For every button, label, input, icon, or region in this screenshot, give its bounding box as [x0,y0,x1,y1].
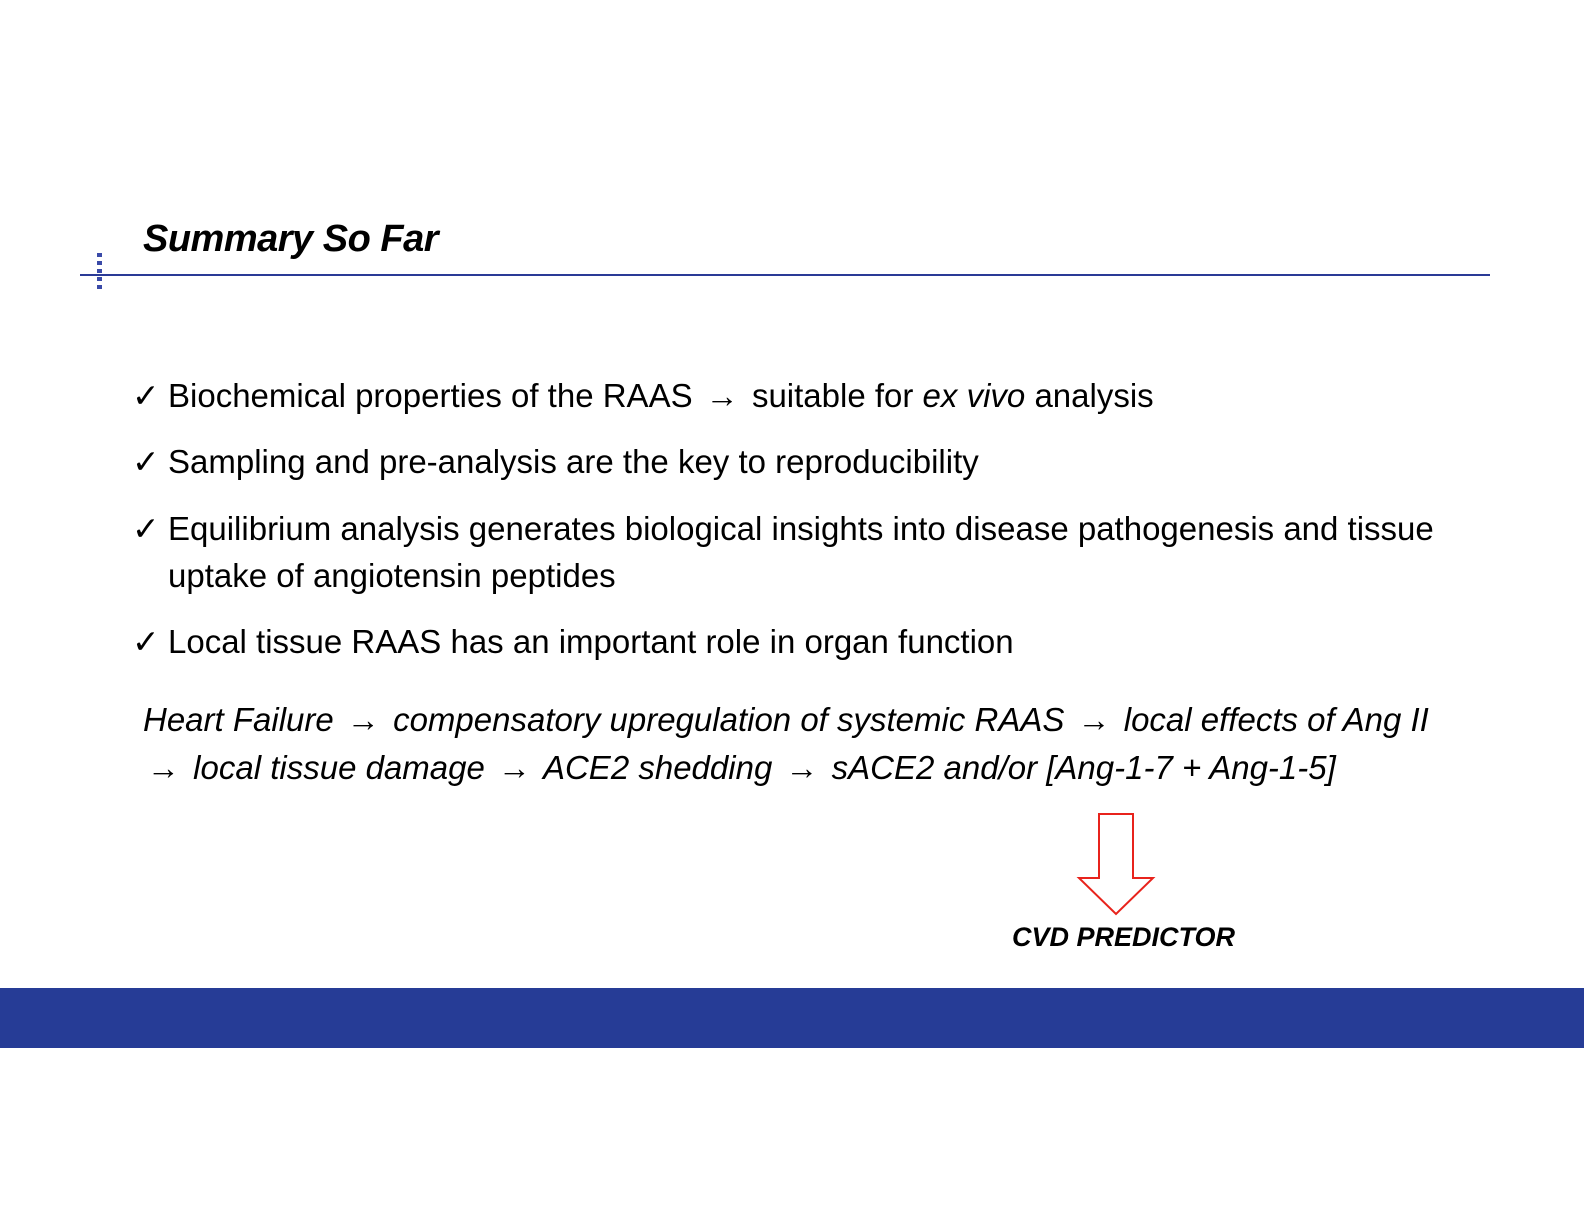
checkmark-icon: ✓ [132,377,160,414]
arrow-right-icon: → [346,701,380,738]
pathway-line-2 [143,744,1543,792]
arrow-right-icon: → [705,377,739,414]
arrow-right-icon: → [147,749,180,786]
down-arrow-icon [1076,812,1156,918]
bullet-text-italic: ex vivo [922,377,1026,414]
pathway-step: sACE2 and/or [Ang-1-7 + Ang-1-5] [831,749,1336,786]
arrow-right-icon: → [498,749,532,786]
bullet-text: Local tissue RAAS has an important role in organ function [168,623,1014,660]
bullet-item [132,372,1512,419]
footer-band [0,988,1584,1048]
bullet-text-part: Biochemical properties of the RAAS [168,377,693,414]
checkmark-icon: ✓ [132,443,160,480]
title-divider [80,274,1490,276]
bullet-text-part: analysis [1034,377,1154,414]
bullet-text: Sampling and pre-analysis are the key to reproducibility [168,443,979,480]
bullet-item [132,618,1512,665]
bullet-text [168,372,1154,419]
pathway-step: compensatory upregulation of systemic RAAS [393,701,1065,738]
slide-title: Summary So Far [143,218,438,260]
predictor-label: CVD PREDICTOR [1012,922,1236,952]
checkmark-icon: ✓ [132,510,160,547]
bullet-text: Equilibrium analysis generates biological insights into disease pathogenesis and tissue uptake of angiotensin peptides [168,510,1434,594]
pathway-step: local tissue damage [193,749,485,786]
pathway-step: Heart Failure [143,701,334,738]
checkmark-icon: ✓ [132,623,160,660]
arrow-right-icon: → [785,749,819,786]
bullet-item [132,505,1472,599]
bullet-text-part: suitable for [751,377,914,414]
pathway-chain [143,696,1543,792]
pathway-step: local effects of Ang II [1123,701,1429,738]
arrow-right-icon: → [1077,701,1111,738]
bullet-item [132,438,1512,485]
pathway-step: ACE2 shedding [542,749,773,786]
pathway-line-1 [143,696,1543,744]
